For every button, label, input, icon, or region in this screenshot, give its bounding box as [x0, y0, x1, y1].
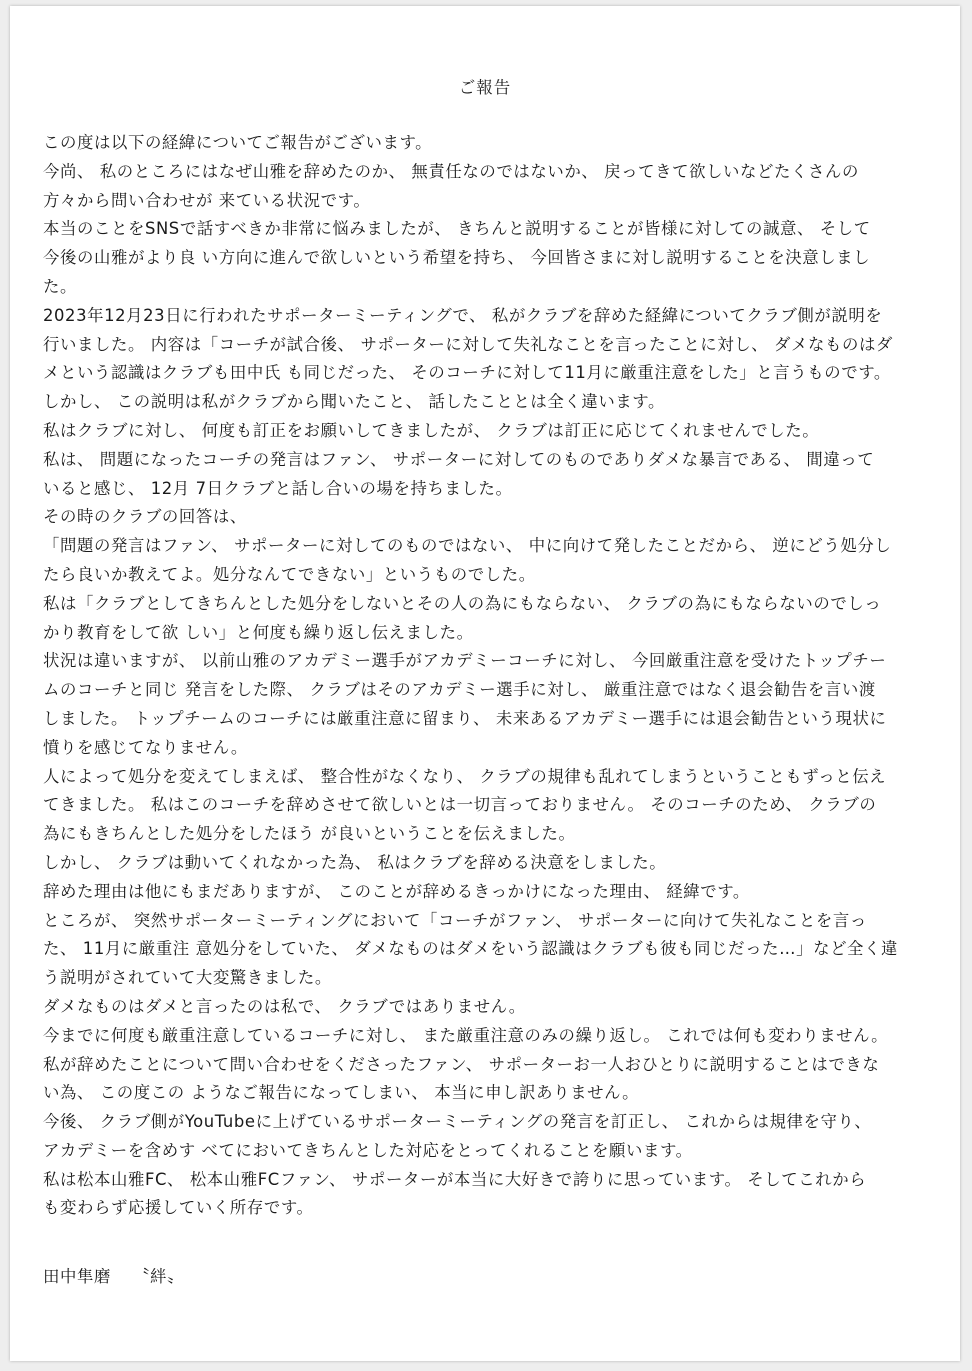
document-title: ご報告	[458, 78, 512, 97]
body-line: その時のクラブの回答は、	[43, 507, 247, 527]
body-line: しました。 トップチームのコーチには厳重注意に留まり、 未来あるアカデミー選手には退会勧告という現状に	[43, 708, 887, 728]
body-line: アカデミーを含めす べてにおいてきちんとした対応をとってくれることを願います。	[43, 1140, 693, 1160]
body-line: いると感じ、 12月 7日クラブと話し合いの場を持ちました。	[43, 478, 513, 498]
body-line: 今までに何度も厳重注意しているコーチに対し、 また厳重注意のみの繰り返し。 これでは何も変わりません。	[43, 1025, 889, 1045]
document-page	[10, 6, 960, 1361]
body-line: 今尚、 私のところにはなぜ山雅を辞めたのか、 無責任なのではないか、 戻ってきて欲しいなどたくさんの	[43, 161, 859, 181]
body-line: 憤りを感じてなりません。	[43, 737, 248, 757]
body-line: この度は以下の経緯についてご報告がございます。	[43, 133, 433, 152]
body-line: 今後、 クラブ側がYouTubeに上げているサポーターミーティングの発言を訂正し、 これからは規律を守り、	[43, 1112, 872, 1132]
body-line: 私は、 問題になったコーチの発言はファン、 サポーターに対してのものでありダメな暴言である、 間違って	[43, 449, 875, 469]
body-line: 為にもきちんとした処分をしたほう が良いということを伝えました。	[43, 824, 576, 844]
body-line: う説明がされていて大変驚きました。	[43, 968, 332, 988]
body-line: も変わらず応援していく所存です。	[43, 1198, 314, 1218]
body-line: しかし、 この説明は私がクラブから聞いたこと、 話したこととは全く違います。	[43, 392, 665, 412]
body-line: ところが、 突然サポーターミーティングにおいて「コーチがファン、 サポーターに向けて失礼なことを言っ	[43, 910, 867, 930]
body-line: たら良いか教えてよ。処分なんてできない」というものでした。	[43, 564, 536, 584]
body-line: てきました。 私はこのコーチを辞めさせて欲しいとは一切言っておりません。 そのコーチのため、 クラブの	[43, 795, 877, 815]
body-line: 辞めた理由は他にもまだありますが、 このことが辞めるきっかけになった理由、 経緯です。	[43, 881, 750, 901]
body-line: た。	[43, 276, 77, 296]
signature-mark: 〝絆〟	[132, 1267, 184, 1286]
body-line: い為、 この度この ようなご報告になってしまい、 本当に申し訳ありません。	[43, 1083, 640, 1103]
body-line: 今後の山雅がより良 い方向に進んで欲しいという希望を持ち、 今回皆さまに対し説明することを決意しまし	[43, 248, 871, 268]
body-line: 本当のことをSNSで話すべきか非常に悩みましたが、 きちんと説明することが皆様に対しての誠意、 そして	[43, 219, 871, 239]
signature-name: 田中隼磨	[43, 1267, 111, 1286]
body-line: 人によって処分を変えてしまえば、 整合性がなくなり、 クラブの規律も乱れてしまうということもずっと伝え	[43, 766, 887, 786]
body-line: た、 11月に厳重注 意処分をしていた、 ダメなものはダメをいう認識はクラブも彼も同じだった…」など全く違	[43, 939, 899, 959]
body-line: 私が辞めたことについて問い合わせをくださったファン、 サポーターお一人おひとりに説明することはできな	[43, 1054, 880, 1074]
document-body	[43, 129, 938, 1223]
body-line: しかし、 クラブは動いてくれなかった為、 私はクラブを辞める決意をしました。	[43, 852, 667, 872]
body-line: 私はクラブに対し、 何度も訂正をお願いしてきましたが、 クラブは訂正に応じてくれませんでした。	[43, 420, 820, 440]
body-line: 2023年12月23日に行われたサポーターミーティングで、 私がクラブを辞めた経緯についてクラブ側が説明を	[43, 305, 883, 325]
signature	[43, 1263, 184, 1292]
body-line: ダメなものはダメと言ったのは私で、 クラブではありません。	[43, 996, 526, 1016]
body-line: 私は「クラブとしてきちんとした処分をしないとその人の為にもならない、 クラブの為にもならないのでしっ	[43, 593, 882, 613]
body-line: 方々から問い合わせが 来ている状況です。	[43, 190, 371, 210]
body-line: 「問題の発言はファン、 サポーターに対してのものではない、 中に向けて発したことだから、 逆にどう処分し	[43, 536, 892, 556]
body-line: 行いました。 内容は「コーチが試合後、 サポーターに対して失礼なことを言ったことに対し、 ダメなものはダ	[43, 334, 893, 354]
body-line: 私は松本山雅FC、 松本山雅FCファン、 サポーターが本当に大好きで誇りに思っています。 そしてこれから	[43, 1169, 867, 1189]
body-line: メという認識はクラブも田中氏 も同じだった、 そのコーチに対して11月に厳重注意をした」と言うものです。	[43, 363, 891, 383]
body-line: 状況は違いますが、 以前山雅のアカデミー選手がアカデミーコーチに対し、 今回厳重注意を受けたトップチー	[43, 651, 887, 671]
body-line: ムのコーチと同じ 発言をした際、 クラブはそのアカデミー選手に対し、 厳重注意ではなく退会勧告を言い渡	[43, 680, 876, 700]
body-line: かり教育をして欲 しい」と何度も繰り返し伝えました。	[43, 622, 474, 642]
